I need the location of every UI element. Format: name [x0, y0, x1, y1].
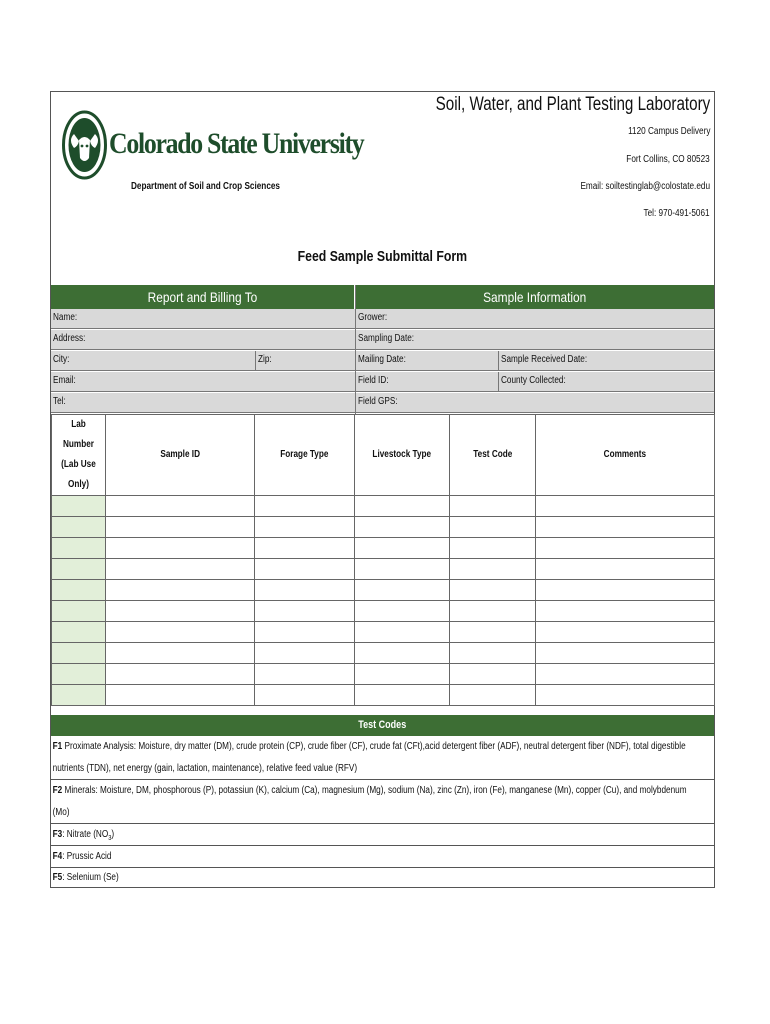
county-label: County Collected: — [501, 375, 566, 386]
grower-label: Grower: — [358, 312, 388, 323]
received-date-label: Sample Received Date: — [501, 354, 588, 365]
test-code-cell[interactable] — [450, 580, 536, 601]
field-id-field[interactable] — [356, 372, 498, 392]
test-code-cell[interactable] — [450, 664, 536, 685]
sample-id-cell[interactable] — [106, 685, 255, 706]
field-gps-field[interactable] — [356, 393, 714, 413]
livestock-type-cell[interactable] — [355, 559, 450, 580]
department-name: Department of Soil and Crop Sciences — [131, 181, 281, 192]
forage-type-cell[interactable] — [255, 601, 355, 622]
col-livestock-type: Livestock Type — [355, 415, 450, 496]
table-row — [52, 580, 715, 601]
test-code-cell[interactable] — [450, 622, 536, 643]
lab-number-cell[interactable] — [52, 496, 106, 517]
table-row — [52, 685, 715, 706]
lab-phone: Tel: 970-491-5061 — [643, 208, 710, 219]
table-row — [52, 559, 715, 580]
sample-id-cell[interactable] — [106, 622, 255, 643]
forage-type-cell[interactable] — [255, 643, 355, 664]
billing-zip-label: Zip: — [258, 354, 272, 365]
lab-number-cell[interactable] — [52, 664, 106, 685]
col-lab-number: Lab Number (Lab Use Only) — [52, 415, 106, 496]
lab-number-cell[interactable] — [52, 622, 106, 643]
test-code-f4: F4: Prussic Acid — [51, 846, 714, 868]
billing-section-header: Report and Billing To — [51, 285, 354, 309]
sample-info-section-header: Sample Information — [356, 285, 714, 309]
county-field[interactable] — [498, 372, 714, 392]
forage-type-cell[interactable] — [255, 580, 355, 601]
livestock-type-cell[interactable] — [355, 517, 450, 538]
lab-number-cell[interactable] — [52, 685, 106, 706]
lab-email: Email: soiltestinglab@colostate.edu — [580, 181, 710, 192]
lab-address-line1: 1120 Campus Delivery — [627, 126, 710, 137]
test-code-cell[interactable] — [450, 601, 536, 622]
billing-address-label: Address: — [53, 333, 86, 344]
comments-cell[interactable] — [536, 580, 715, 601]
mailing-date-label: Mailing Date: — [358, 354, 406, 365]
billing-name-label: Name: — [53, 312, 78, 323]
livestock-type-cell[interactable] — [355, 622, 450, 643]
comments-cell[interactable] — [536, 601, 715, 622]
lab-number-cell[interactable] — [52, 601, 106, 622]
table-row — [52, 622, 715, 643]
col-test-code: Test Code — [450, 415, 536, 496]
livestock-type-cell[interactable] — [355, 601, 450, 622]
table-row — [52, 664, 715, 685]
comments-cell[interactable] — [536, 538, 715, 559]
sample-id-cell[interactable] — [106, 601, 255, 622]
sample-id-cell[interactable] — [106, 580, 255, 601]
test-code-cell[interactable] — [450, 496, 536, 517]
test-code-cell[interactable] — [450, 643, 536, 664]
lab-number-cell[interactable] — [52, 517, 106, 538]
university-name: Colorado State University — [109, 127, 364, 160]
livestock-type-cell[interactable] — [355, 643, 450, 664]
sample-id-cell[interactable] — [106, 559, 255, 580]
forage-type-cell[interactable] — [255, 664, 355, 685]
test-code-f5: F5: Selenium (Se) — [52, 872, 119, 883]
billing-city-field[interactable] — [51, 351, 255, 371]
comments-cell[interactable] — [536, 622, 715, 643]
table-row — [52, 601, 715, 622]
livestock-type-cell[interactable] — [355, 664, 450, 685]
sample-id-cell[interactable] — [106, 538, 255, 559]
test-code-f2: F2 Minerals: Moisture, DM, phosphorous (P), potassiun (K), calcium (Ca), magnesium (Mg), sodium (Na), zinc (Zn), iron (Fe), manganese (Mn), copper (Cu), and molybdenum (Mo) — [51, 780, 714, 824]
livestock-type-cell[interactable] — [355, 685, 450, 706]
billing-email-label: Email: — [53, 375, 76, 386]
test-code-cell[interactable] — [450, 685, 536, 706]
test-code-f3: F3: Nitrate $(NO_3)$ — [51, 824, 714, 846]
sampling-date-field[interactable] — [356, 330, 714, 350]
comments-cell[interactable] — [536, 496, 715, 517]
sampling-date-label: Sampling Date: — [358, 333, 415, 344]
forage-type-cell[interactable] — [255, 622, 355, 643]
col-comments: Comments — [536, 415, 715, 496]
form-title: Feed Sample Submittal Form — [297, 248, 468, 265]
col-forage-type: Forage Type — [255, 415, 355, 496]
lab-title: Soil, Water, and Plant Testing Laboratory — [435, 94, 710, 115]
grower-field[interactable] — [356, 309, 714, 329]
table-row — [52, 538, 715, 559]
billing-tel-field[interactable] — [51, 393, 355, 413]
test-code-f1: F1 Proximate Analysis: Moisture, dry matter (DM), crude protein (CP), crude fiber (CF), crude fat (CFt),acid detergent fiber (ADF), neutral detergent fiber (NDF), total digestible nutrients (TDN), net energy (gain, lactation, maintenance), relative feed value (RFV) — [51, 736, 714, 780]
comments-cell[interactable] — [536, 517, 715, 538]
comments-cell[interactable] — [536, 685, 715, 706]
submittal-form — [50, 91, 715, 888]
mailing-date-field[interactable] — [356, 351, 498, 371]
test-code-cell[interactable] — [450, 538, 536, 559]
sample-table-header — [52, 415, 715, 496]
billing-email-field[interactable] — [51, 372, 355, 392]
sample-id-cell[interactable] — [106, 517, 255, 538]
billing-tel-label: Tel: — [53, 396, 66, 407]
sample-table — [51, 414, 715, 706]
sample-id-cell[interactable] — [106, 664, 255, 685]
sample-id-cell[interactable] — [106, 643, 255, 664]
billing-zip-field[interactable] — [255, 351, 355, 371]
forage-type-cell[interactable] — [255, 496, 355, 517]
test-code-cell[interactable] — [450, 517, 536, 538]
lab-number-cell[interactable] — [52, 643, 106, 664]
comments-cell[interactable] — [536, 643, 715, 664]
csu-ram-logo-icon — [62, 110, 107, 180]
field-gps-label: Field GPS: — [358, 396, 398, 407]
billing-address-field[interactable] — [51, 330, 355, 350]
lab-address-line2: Fort Collins, CO 80523 — [626, 154, 710, 165]
livestock-type-cell[interactable] — [355, 538, 450, 559]
section-divider — [355, 285, 356, 414]
table-row — [52, 517, 715, 538]
forage-type-cell[interactable] — [255, 517, 355, 538]
table-row — [52, 643, 715, 664]
forage-type-cell[interactable] — [255, 685, 355, 706]
lab-number-cell[interactable] — [52, 538, 106, 559]
billing-name-field[interactable] — [51, 309, 355, 329]
received-date-field[interactable] — [498, 351, 714, 371]
sample-id-cell[interactable] — [106, 496, 255, 517]
test-codes-header: Test Codes — [51, 715, 714, 736]
field-id-label: Field ID: — [358, 375, 389, 386]
lab-number-cell[interactable] — [52, 580, 106, 601]
forage-type-cell[interactable] — [255, 559, 355, 580]
forage-type-cell[interactable] — [255, 538, 355, 559]
comments-cell[interactable] — [536, 559, 715, 580]
test-code-cell[interactable] — [450, 559, 536, 580]
livestock-type-cell[interactable] — [355, 580, 450, 601]
billing-city-label: City: — [53, 354, 70, 365]
lab-number-cell[interactable] — [52, 559, 106, 580]
comments-cell[interactable] — [536, 664, 715, 685]
livestock-type-cell[interactable] — [355, 496, 450, 517]
table-row — [52, 496, 715, 517]
col-sample-id: Sample ID — [106, 415, 255, 496]
